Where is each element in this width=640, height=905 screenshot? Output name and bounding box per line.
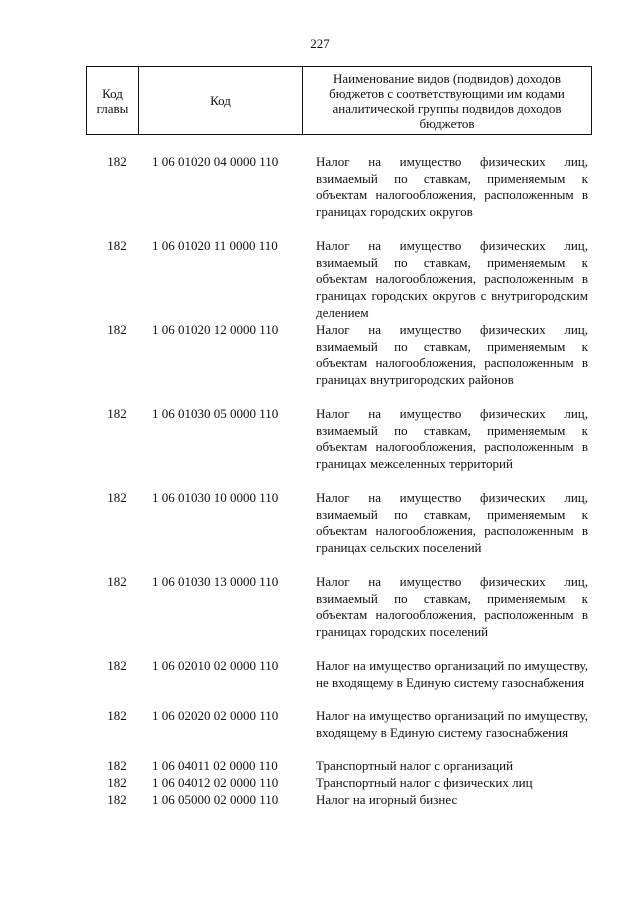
table-row [86,758,592,775]
income-name: Транспортный налог с физических лиц [316,775,533,790]
income-name: Налог на имущество организаций по имуществу, входящему в Единую систему газоснабжения [316,708,588,740]
header-chapter-code: Код главы [87,67,139,134]
income-name: Налог на имущество физических лиц, взимаемый по ставкам, применяемым к объектам налогообложения, расположенным в границах межселенных территорий [316,406,588,472]
chapter-code: 182 [107,792,127,807]
header-name: Наименование видов (подвидов) доходов бюджетов с соответствующими им кодами аналитической группы подвидов доходов бюджетов [329,70,565,131]
income-code: 1 06 02010 02 0000 110 [152,658,279,673]
table-row [86,775,592,792]
income-code: 1 06 01030 13 0000 110 [152,574,279,589]
table-row [86,708,592,758]
table-row [86,238,592,322]
header-code: Код [139,67,303,134]
page-number: 227 [310,36,330,51]
income-code: 1 06 02020 02 0000 110 [152,708,279,723]
table-row [86,574,592,658]
table-row [86,490,592,574]
table-header [86,66,592,135]
chapter-code: 182 [107,238,127,253]
chapter-code: 182 [107,406,127,421]
income-name: Налог на имущество физических лиц, взимаемый по ставкам, применяемым к объектам налогообложения, расположенным в границах городских округов с внутригородским делением [316,238,588,320]
chapter-code: 182 [107,658,127,673]
chapter-code: 182 [107,775,127,790]
income-name: Налог на имущество физических лиц, взимаемый по ставкам, применяемым к объектам налогообложения, расположенным в границах городских поселений [316,574,588,640]
income-code: 1 06 05000 02 0000 110 [152,792,279,807]
income-name: Налог на имущество физических лиц, взимаемый по ставкам, применяемым к объектам налогообложения, расположенным в границах сельских поселений [316,490,588,556]
table-body [86,154,592,809]
table-row [86,154,592,238]
chapter-code: 182 [107,490,127,505]
income-name: Налог на имущество физических лиц, взимаемый по ставкам, применяемым к объектам налогообложения, расположенным в границах внутригородских районов [316,322,588,388]
income-name: Налог на имущество организаций по имуществу, не входящему в Единую систему газоснабжения [316,658,588,690]
income-name: Налог на игорный бизнес [316,792,458,807]
income-code: 1 06 04011 02 0000 110 [152,758,278,773]
chapter-code: 182 [107,322,127,337]
chapter-code: 182 [107,708,127,723]
chapter-code: 182 [107,574,127,589]
income-code: 1 06 01020 12 0000 110 [152,322,279,337]
chapter-code: 182 [107,758,127,773]
table-row [86,406,592,490]
income-code: 1 06 04012 02 0000 110 [152,775,279,790]
table-row [86,658,592,708]
income-code: 1 06 01020 11 0000 110 [152,238,278,253]
income-name: Налог на имущество физических лиц, взимаемый по ставкам, применяемым к объектам налогообложения, расположенным в границах городских округов [316,154,588,220]
income-code: 1 06 01030 05 0000 110 [152,406,279,421]
table-row [86,792,592,809]
chapter-code: 182 [107,154,127,169]
income-name: Транспортный налог с организаций [316,758,514,773]
income-code: 1 06 01020 04 0000 110 [152,154,279,169]
table-row [86,322,592,406]
income-code: 1 06 01030 10 0000 110 [152,490,279,505]
